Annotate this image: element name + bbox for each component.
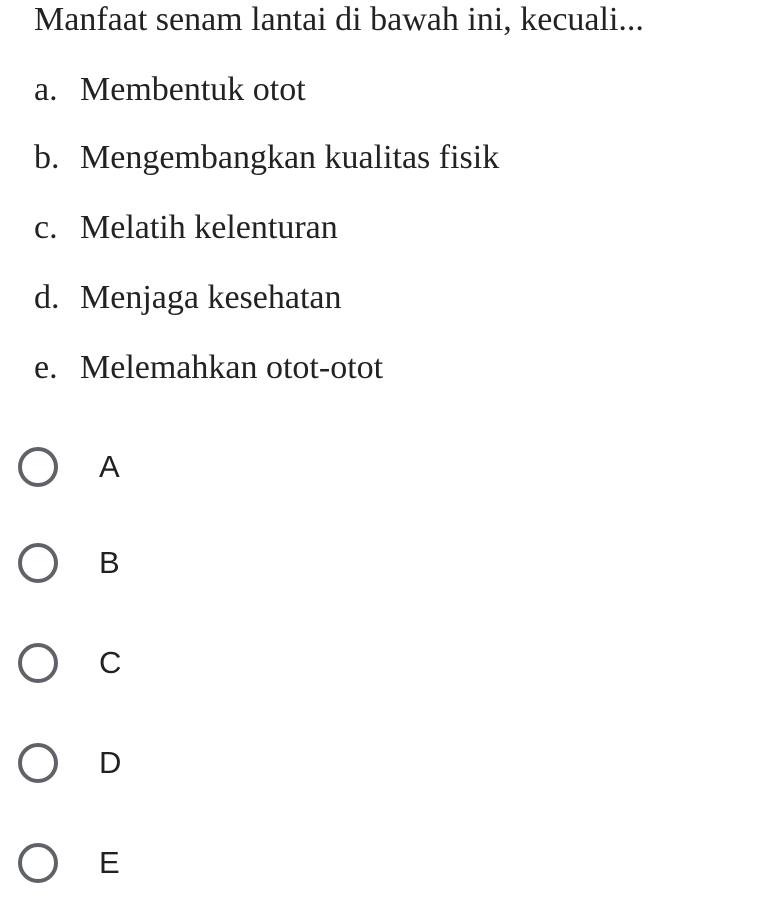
choice-label: E — [99, 845, 120, 880]
option-letter: e. — [34, 349, 58, 386]
option-letter: a. — [34, 71, 58, 108]
option-letter: b. — [34, 139, 60, 176]
option-text: Membentuk otot — [80, 71, 306, 108]
radio-button-icon[interactable] — [18, 843, 58, 883]
choice-b[interactable] — [18, 538, 318, 588]
option-e — [34, 348, 383, 388]
radio-button-icon[interactable] — [18, 447, 58, 487]
choice-c[interactable] — [18, 638, 318, 688]
option-b — [34, 138, 499, 178]
radio-button-icon[interactable] — [18, 543, 58, 583]
option-letter: c. — [34, 209, 58, 246]
option-letter: d. — [34, 279, 60, 316]
choice-a[interactable] — [18, 442, 318, 492]
choice-label: D — [99, 745, 122, 780]
radio-button-icon[interactable] — [18, 643, 58, 683]
choice-label: C — [99, 645, 122, 680]
choice-label: B — [99, 545, 120, 580]
choice-d[interactable] — [18, 738, 318, 788]
option-d — [34, 278, 342, 318]
option-text: Melatih kelenturan — [80, 209, 338, 246]
radio-button-icon[interactable] — [18, 743, 58, 783]
option-c — [34, 208, 338, 248]
choice-label: A — [99, 449, 120, 484]
option-text: Menjaga kesehatan — [80, 279, 342, 316]
choice-e[interactable] — [18, 838, 318, 888]
option-text: Mengembangkan kualitas fisik — [80, 139, 500, 176]
question-text: Manfaat senam lantai di bawah ini, kecuali... — [34, 1, 644, 38]
option-a — [34, 70, 306, 110]
option-text: Melemahkan otot-otot — [80, 349, 384, 386]
